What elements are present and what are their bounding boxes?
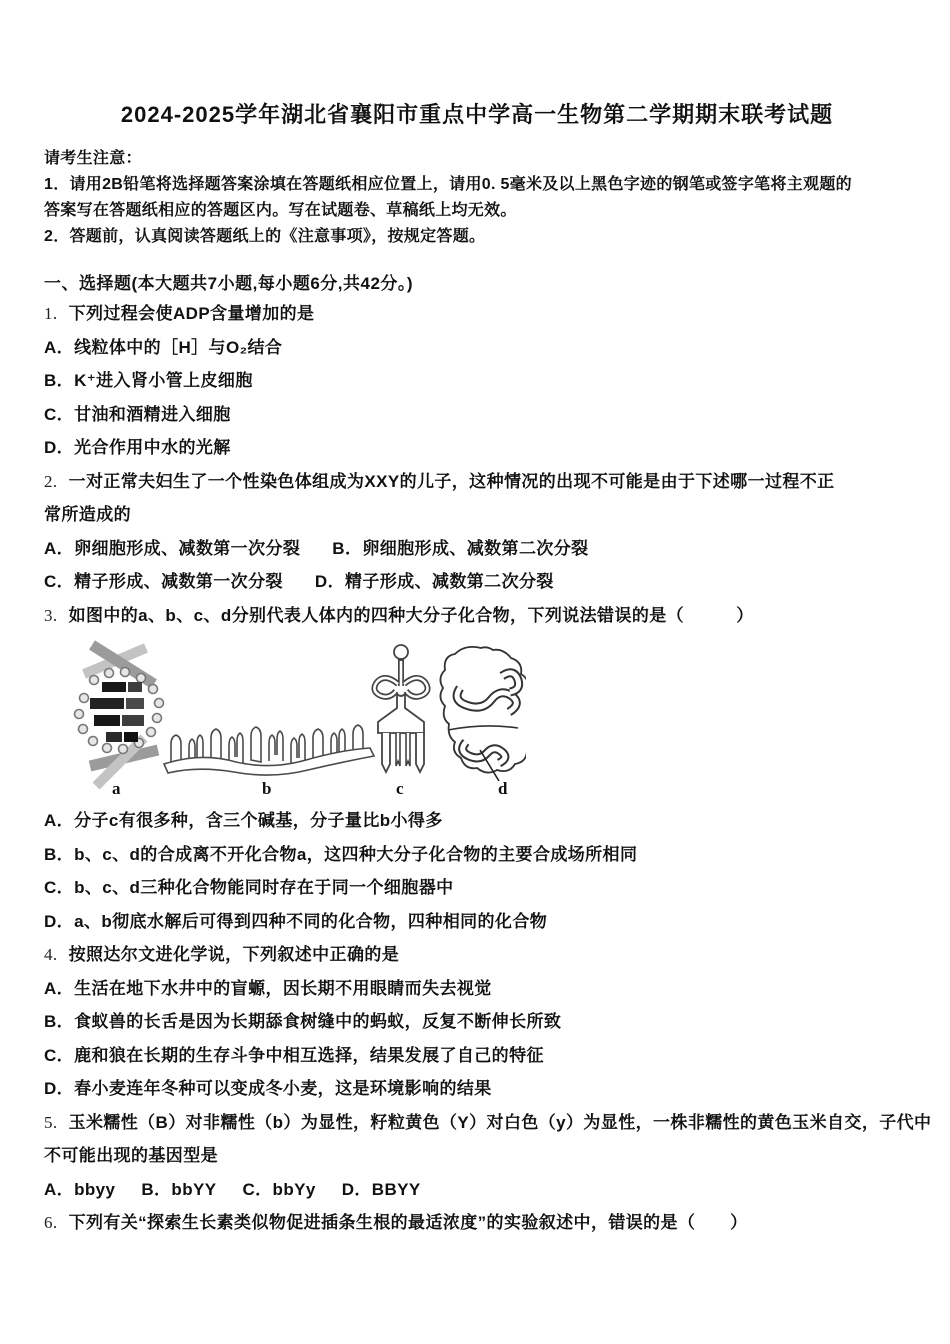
question-2-options-row-1 bbox=[44, 532, 910, 566]
question-3-option-b: B．b、c、d的合成离不开化合物a，这四种大分子化合物的主要合成场所相同 bbox=[44, 844, 638, 864]
notice-item-1-line-2: 答案写在答题纸相应的答题区内。写在试题卷、草稿纸上均无效。 bbox=[44, 202, 517, 219]
question-3 bbox=[44, 599, 910, 939]
question-4-number: 4. bbox=[44, 945, 58, 964]
question-2-option-c: C．精子形成、减数第一次分裂 bbox=[44, 572, 283, 591]
question-6-number: 6. bbox=[44, 1213, 58, 1232]
question-1-stem bbox=[44, 297, 910, 331]
notice-heading: 请考生注意： bbox=[44, 150, 142, 167]
question-2-stem-line-1 bbox=[44, 465, 910, 499]
question-4 bbox=[44, 938, 910, 1106]
question-5-option-d: D．BBYY bbox=[341, 1179, 421, 1199]
question-1-option-a: A．线粒体中的［H］与O₂结合 bbox=[44, 337, 283, 357]
question-5-stem-line-2: 不可能出现的基因型是 bbox=[44, 1146, 218, 1165]
question-2-stem-line-2: 常所造成的 bbox=[44, 505, 131, 524]
notice-item-1-line-1: 1．请用2B铅笔将选择题答案涂填在答题纸相应位置上，请用0. 5毫米及以上黑色字迹的钢笔或签字笔将主观题的 bbox=[44, 176, 852, 193]
question-1-number: 1. bbox=[44, 304, 58, 323]
question-1-option-c: C．甘油和酒精进入细胞 bbox=[44, 404, 231, 424]
question-3-option-a: A．分子c有很多种，含三个碱基，分子量比b小得多 bbox=[44, 811, 443, 830]
question-4-stem-text: 按照达尔文进化学说，下列叙述中正确的是 bbox=[68, 945, 400, 964]
mrna-strand-drawing bbox=[164, 725, 374, 775]
question-5-options-row bbox=[44, 1173, 910, 1207]
question-4-option-a: A．生活在地下水井中的盲螈，因长期不用眼睛而失去视觉 bbox=[44, 978, 492, 998]
question-3-number: 3. bbox=[44, 605, 58, 625]
figure-label-b: b bbox=[262, 779, 272, 798]
question-3-stem-text: 如图中的a、b、c、d分别代表人体内的四种大分子化合物，下列说法错误的是（ ） bbox=[68, 605, 754, 625]
question-1 bbox=[44, 297, 910, 465]
question-2-option-b: B．卵细胞形成、减数第二次分裂 bbox=[332, 538, 589, 558]
question-4-option-b: B．食蚁兽的长舌是因为长期舔食树缝中的蚂蚁，反复不断伸长所致 bbox=[44, 1012, 562, 1031]
question-2-options-row-2 bbox=[44, 565, 910, 599]
question-1-option-d: D．光合作用中水的光解 bbox=[44, 438, 231, 457]
question-1-option-b: B．K⁺进入肾小管上皮细胞 bbox=[44, 371, 253, 390]
question-1-stem-text: 下列过程会使ADP含量增加的是 bbox=[68, 304, 315, 323]
section-heading: 一、选择题(本大题共7小题,每小题6分,共42分。) bbox=[44, 274, 414, 293]
figure-label-d: d bbox=[498, 779, 508, 798]
figure-label-a: a bbox=[112, 779, 121, 798]
dna-helix-drawing bbox=[75, 645, 164, 786]
trna-drawing bbox=[374, 645, 427, 772]
question-6-stem bbox=[44, 1206, 910, 1240]
question-3-figure bbox=[56, 638, 910, 798]
question-4-option-d: D．春小麦连年冬种可以变成冬小麦，这是环境影响的结果 bbox=[44, 1079, 492, 1098]
question-5-option-a: A．bbyy bbox=[44, 1179, 116, 1199]
question-4-option-c: C．鹿和狼在长期的生存斗争中相互选择，结果发展了自己的特征 bbox=[44, 1045, 544, 1065]
question-2-stem-text: 一对正常夫妇生了一个性染色体组成为XXY的儿子，这种情况的出现不可能是由于下述哪一过程不正 bbox=[68, 471, 835, 491]
question-5 bbox=[44, 1106, 932, 1207]
question-4-stem bbox=[44, 938, 910, 972]
page-title: 2024-2025学年湖北省襄阳市重点中学高一生物第二学期期末联考试题 bbox=[120, 102, 834, 127]
protein-drawing bbox=[440, 647, 526, 781]
question-5-stem-text: 玉米糯性（B）对非糯性（b）为显性，籽粒黄色（Y）对白色（y）为显性，一株非糯性的黄色玉米自交，子代中 bbox=[68, 1112, 932, 1132]
notice-block bbox=[44, 146, 910, 250]
question-5-option-c: C．bbYy bbox=[242, 1179, 316, 1199]
macromolecule-diagram bbox=[56, 638, 526, 798]
question-6 bbox=[44, 1206, 910, 1240]
question-3-option-c: C．b、c、d三种化合物能同时存在于同一个细胞器中 bbox=[44, 878, 454, 897]
figure-label-c: c bbox=[396, 779, 404, 798]
question-5-option-b: B．bbYY bbox=[141, 1179, 217, 1199]
question-2-option-a: A．卵细胞形成、减数第一次分裂 bbox=[44, 538, 301, 558]
question-3-option-d: D．a、b彻底水解后可得到四种不同的化合物，四种相同的化合物 bbox=[44, 911, 548, 931]
question-5-number: 5. bbox=[44, 1112, 58, 1132]
question-6-stem-text: 下列有关“探索生长素类似物促进插条生根的最适浓度”的实验叙述中，错误的是（ ） bbox=[68, 1213, 748, 1232]
question-2-option-d: D．精子形成、减数第二次分裂 bbox=[314, 572, 554, 591]
question-3-stem bbox=[44, 599, 910, 633]
question-2-number: 2. bbox=[44, 471, 58, 491]
notice-item-2: 2．答题前，认真阅读答题纸上的《注意事项》，按规定答题。 bbox=[44, 228, 486, 245]
question-5-stem-line-1 bbox=[44, 1106, 932, 1140]
question-2 bbox=[44, 465, 910, 599]
